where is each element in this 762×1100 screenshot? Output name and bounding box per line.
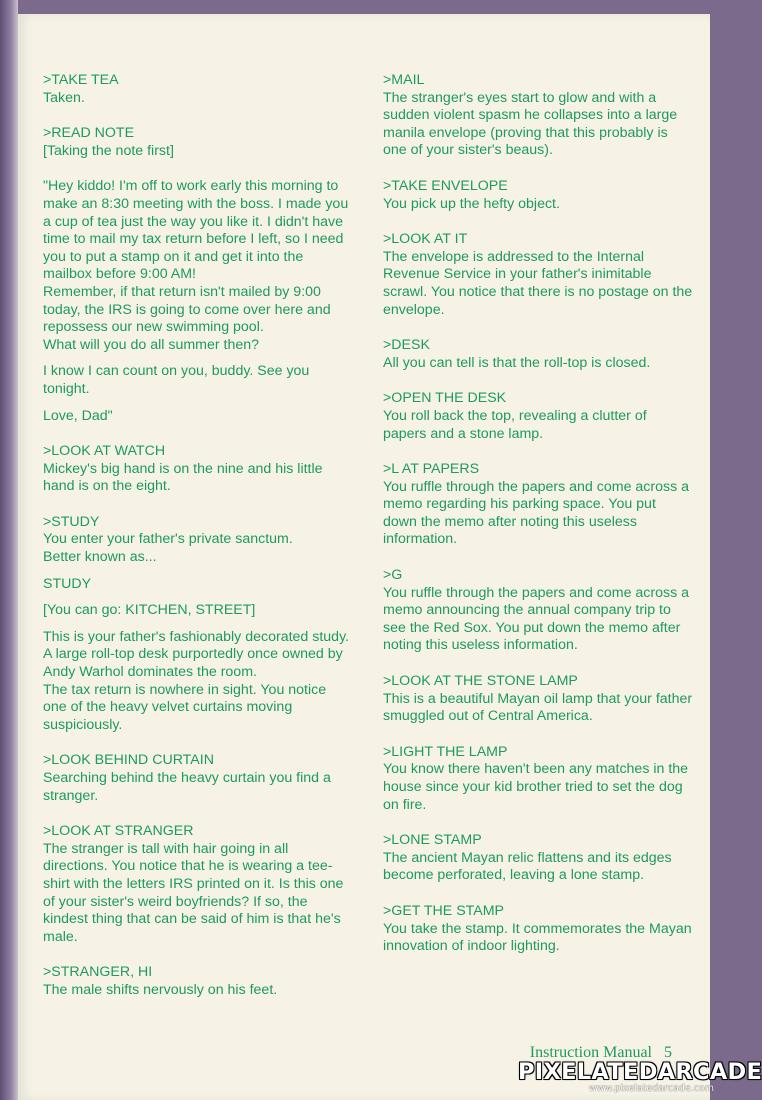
response-text: [You can go: KITCHEN, STREET] — [43, 602, 256, 619]
response-text: Mickey's big hand is on the nine and his little hand is on the eight. — [43, 460, 323, 495]
binding-edge — [0, 0, 18, 1100]
response-text: You pick up the hefty object. — [383, 195, 560, 212]
transcript-entry — [43, 178, 353, 425]
response-text: Taken. — [43, 89, 85, 106]
watermark-url: www.pixelatedarcade.com — [588, 1083, 714, 1094]
response-text: STUDY — [43, 575, 92, 592]
transcript-entry — [43, 823, 353, 946]
response-text: You roll back the top, revealing a clutter of papers and a stone lamp. — [383, 407, 647, 442]
transcript-entry — [43, 514, 353, 735]
command-line: >STRANGER, HI — [43, 964, 153, 981]
transcript-entry — [383, 832, 693, 885]
response-text: The male shifts nervously on his feet. — [43, 981, 278, 998]
transcript-entry — [383, 72, 693, 160]
command-line: >LOOK AT STRANGER — [43, 823, 194, 840]
response-text: Love, Dad" — [43, 407, 113, 424]
transcript-entry — [383, 337, 693, 372]
transcript-entry — [383, 567, 693, 655]
command-line: >LOOK AT THE STONE LAMP — [383, 673, 578, 690]
left-column — [43, 72, 353, 1018]
response-text: The ancient Mayan relic flattens and its edges become perforated, leaving a lone stamp. — [383, 849, 672, 884]
footer-label: Instruction Manual — [529, 1044, 652, 1061]
command-line: >LOOK AT WATCH — [43, 443, 166, 460]
response-text: The stranger is tall with hair going in all directions. You notice that he is wearing a tee-shirt with the letters IRS printed on it. Is this one of your sister's weird boyfriends? If so, the kindest thing that can be said of him is that he's male. — [43, 840, 344, 945]
command-line: >LOOK BEHIND CURTAIN — [43, 752, 214, 769]
command-line: >OPEN THE DESK — [383, 390, 507, 407]
command-line: >MAIL — [383, 72, 425, 88]
command-line: >LONE STAMP — [383, 832, 482, 849]
response-text: You take the stamp. It commemorates the Mayan innovation of indoor lighting. — [383, 920, 692, 955]
command-line: >G — [383, 567, 403, 584]
response-text: This is a beautiful Mayan oil lamp that your father smuggled out of Central America. — [383, 690, 693, 725]
transcript-entry — [383, 903, 693, 956]
command-line: >LOOK AT IT — [383, 231, 468, 248]
response-text: All you can tell is that the roll-top is closed. — [383, 354, 651, 371]
watermark — [518, 1059, 762, 1094]
command-line: >READ NOTE — [43, 125, 135, 142]
command-line: >TAKE TEA — [43, 72, 119, 88]
response-text: You ruffle through the papers and come across a memo announcing the annual company trip to see the Red Sox. You put down the memo after noting this useless information. — [383, 584, 690, 654]
transcript-entry — [383, 461, 693, 549]
transcript-entry — [43, 443, 353, 496]
transcript-entry — [383, 178, 693, 213]
response-text: This is your father's fashionably decorated study. A large roll-top desk purportedly once owned by Andy Warhol dominates the room. The tax return is nowhere in sight. You notice one of the heavy velvet curtains moving suspiciously. — [43, 628, 350, 733]
response-text: [Taking the note first] — [43, 142, 174, 159]
response-text: "Hey kiddo! I'm off to work early this morning to make an 8:30 meeting with the boss. I made you a cup of tea just the way you like it. I didn't have time to mail my tax return before I left, so I need you to put a stamp on it and get it into the mailbox before 9:00 AM! Remember, if that return isn't mailed by 9:00 today, the IRS is going to come over here and repossess our new swimming pool. What will you do all summer then? — [43, 178, 349, 353]
watermark-brand: PIXELATEDARCADE — [518, 1059, 762, 1085]
response-text: The envelope is addressed to the Internal Revenue Service in your father's inimitable scrawl. You notice that there is no postage on the envelope. — [383, 248, 693, 318]
transcript-entry — [383, 231, 693, 319]
command-line: >GET THE STAMP — [383, 902, 505, 919]
command-line: >TAKE ENVELOPE — [383, 177, 508, 194]
response-text: You know there haven't been any matches in the house since your kid brother tried to set the dog on fire. — [383, 761, 689, 813]
response-text: Searching behind the heavy curtain you find a stranger. — [43, 770, 331, 804]
response-text: I know I can count on you, buddy. See you tonight. — [43, 363, 310, 397]
transcript-entry — [43, 125, 353, 160]
page-number: 5 — [664, 1044, 672, 1061]
command-line: >LIGHT THE LAMP — [383, 743, 508, 760]
command-line: >DESK — [383, 337, 430, 354]
response-text: You ruffle through the papers and come across a memo regarding his parking space. You put down the memo after noting this useless information. — [383, 478, 690, 548]
command-line: >L AT PAPERS — [383, 461, 480, 478]
response-text: The stranger's eyes start to glow and with a sudden violent spasm he collapses into a large manila envelope (proving that this probably is one of your sister's beaus). — [383, 89, 678, 159]
transcript-entry — [383, 673, 693, 726]
transcript-entry — [43, 964, 353, 999]
transcript-entry — [43, 752, 353, 805]
command-line: >STUDY — [43, 513, 100, 530]
response-text: You enter your father's private sanctum. Better known as... — [43, 531, 293, 566]
transcript-entry — [383, 390, 693, 443]
right-column — [383, 72, 693, 974]
manual-page — [18, 14, 710, 1100]
transcript-entry — [43, 72, 353, 107]
transcript-entry — [383, 744, 693, 814]
